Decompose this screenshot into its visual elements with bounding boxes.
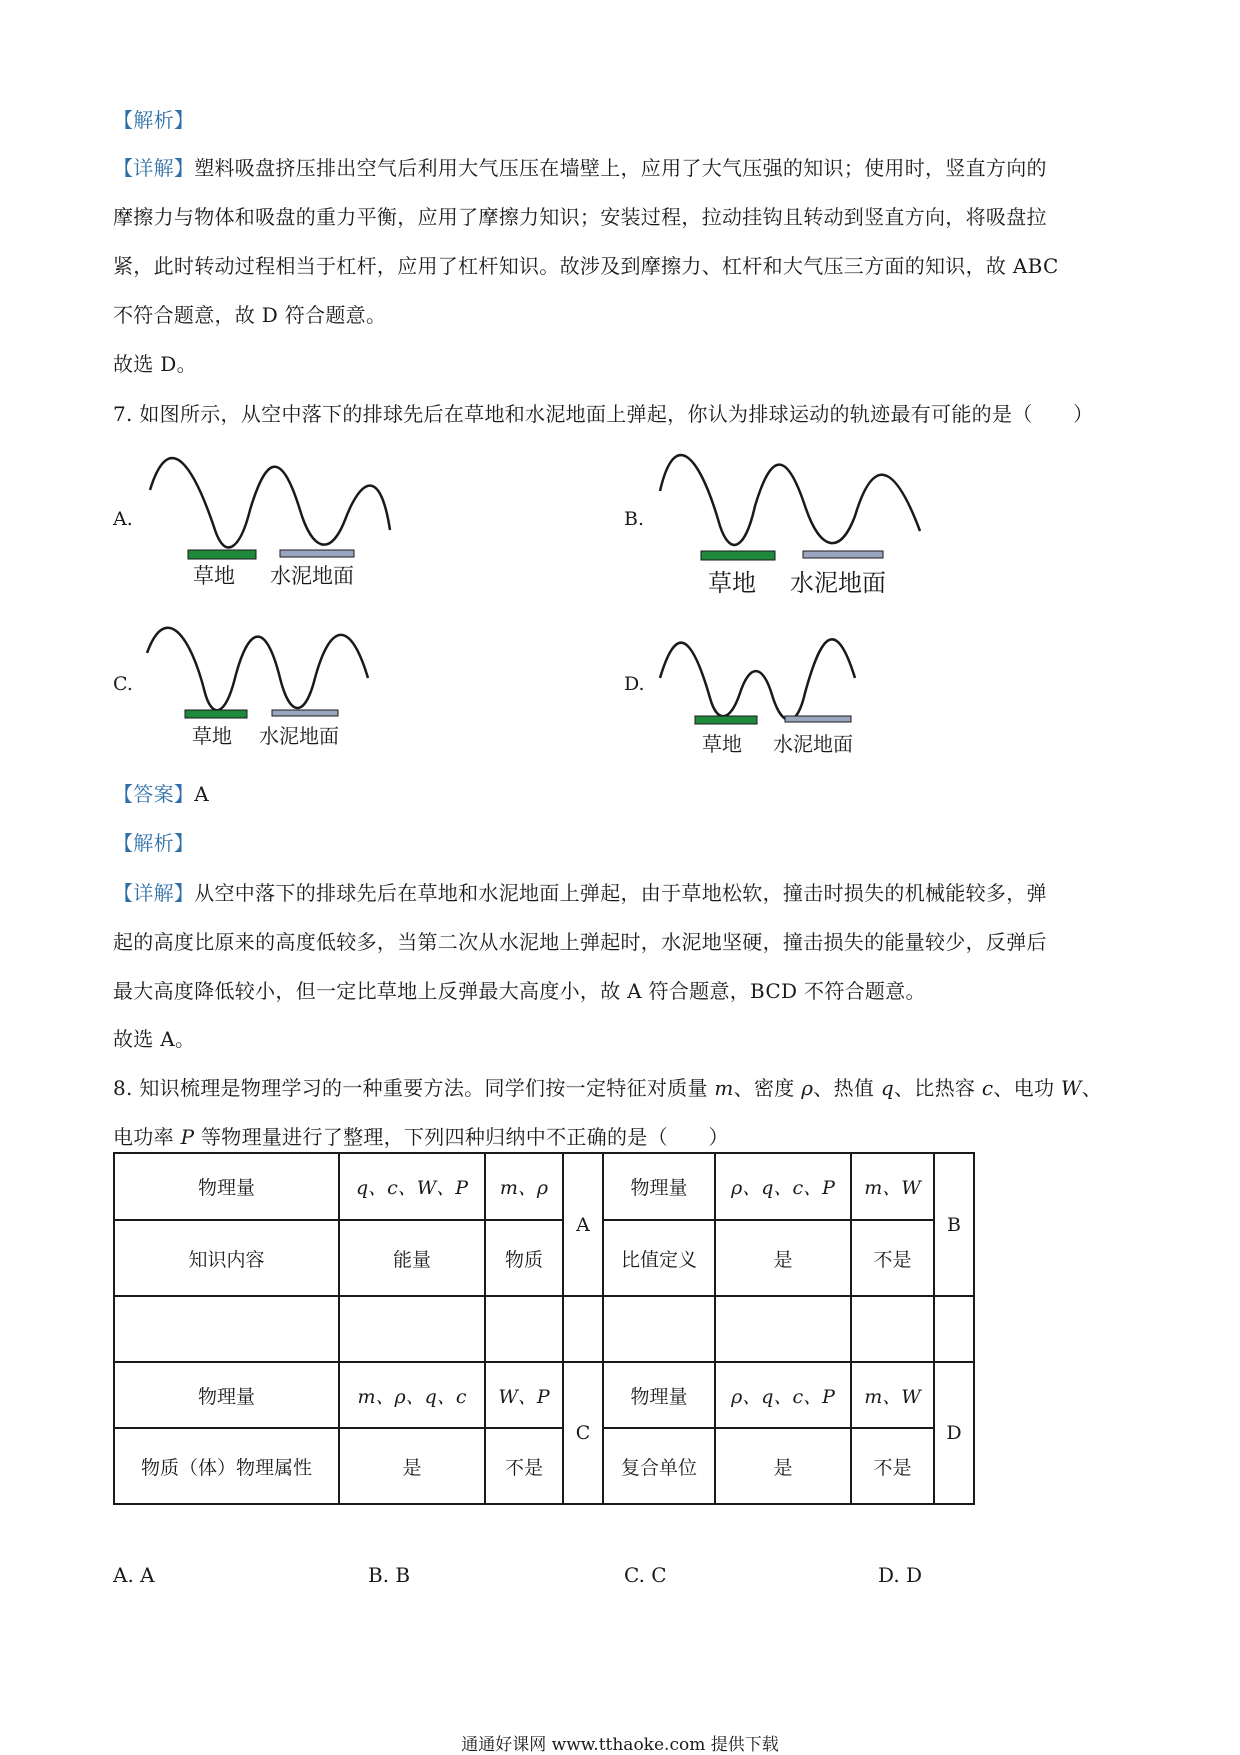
cement-label: 水泥地面 — [773, 732, 853, 756]
detail-line — [113, 155, 1047, 181]
detail-line: 摩擦力与物体和吸盘的重力平衡，应用了摩擦力知识；安装过程，拉动挂钩且转动到竖直方向，将吸盘拉 — [113, 205, 1047, 229]
q8-stem-line1: 8. 知识梳理是物理学习的一种重要方法。同学们按一定特征对质量 m、密度 ρ、热值 q、比热容 c、电功 W、 — [113, 1076, 1103, 1100]
table-cell: 不是 — [851, 1428, 934, 1504]
table-cell: 能量 — [339, 1220, 485, 1296]
table-cell: 是 — [715, 1428, 851, 1504]
table-cell: 物理量 — [114, 1362, 339, 1428]
cement-label: 水泥地面 — [790, 569, 886, 597]
table-cell: m、W — [851, 1153, 934, 1220]
grass-label: 草地 — [708, 569, 756, 597]
option-letter-c: C. — [113, 673, 133, 695]
detail-line: 起的高度比原来的高度低较多，当第二次从水泥地上弹起时，水泥地坚硬，撞击损失的能量较少，反弹后 — [113, 930, 1047, 954]
answer-value: A — [194, 782, 209, 806]
table-row — [114, 1428, 974, 1504]
table-letter: C — [563, 1362, 603, 1504]
table-row — [114, 1220, 974, 1296]
q7-stem: 7. 如图所示，从空中落下的排球先后在草地和水泥地面上弹起，你认为排球运动的轨迹最有可能的是（ ） — [113, 402, 1094, 426]
table-cell: ρ、q、c、P — [715, 1362, 851, 1428]
grass-label: 草地 — [193, 564, 235, 588]
grass-bar — [188, 550, 256, 559]
analysis-tag: 【解析】 — [113, 108, 195, 132]
grass-bar — [695, 716, 757, 724]
cement-bar — [785, 716, 851, 722]
cement-label: 水泥地面 — [270, 564, 354, 588]
cement-bar — [272, 710, 338, 716]
detail-text: 塑料吸盘挤压排出空气后利用大气压压在墙壁上，应用了大气压强的知识；使用时，竖直方向的 — [194, 156, 1047, 180]
q8-stem-line2: 电功率 P 等物理量进行了整理，下列四种归纳中不正确的是（ ） — [113, 1125, 729, 1149]
table-row — [114, 1153, 974, 1220]
table-cell: m、ρ — [485, 1153, 563, 1220]
table-cell: 物质（体）物理属性 — [114, 1428, 339, 1504]
trajectory-diagram-b — [655, 446, 935, 566]
cement-bar — [280, 550, 354, 557]
grass-label: 草地 — [192, 724, 232, 748]
detail-tag: 【详解】 — [113, 156, 195, 180]
table-cell: ρ、q、c、P — [715, 1153, 851, 1220]
table-cell: 复合单位 — [603, 1428, 715, 1504]
detail-line — [113, 880, 1047, 906]
trajectory-diagram-c — [140, 618, 380, 723]
table-cell: q、c、W、P — [339, 1153, 485, 1220]
table-letter: D — [934, 1362, 974, 1504]
trajectory-path — [660, 639, 855, 720]
choice-a: A. A — [113, 1563, 155, 1587]
detail-text: 从空中落下的排球先后在草地和水泥地面上弹起，由于草地松软，撞击时损失的机械能较多，弹 — [194, 881, 1047, 905]
grass-bar — [701, 551, 775, 560]
answer-tag: 【答案】 — [113, 782, 195, 806]
table-row — [114, 1362, 974, 1428]
option-letter-b: B. — [624, 508, 645, 530]
choice-b: B. B — [368, 1563, 411, 1587]
grass-label: 草地 — [702, 732, 742, 756]
table-cell: m、ρ、q、c — [339, 1362, 485, 1428]
table-cell: 知识内容 — [114, 1220, 339, 1296]
knowledge-table — [113, 1152, 975, 1505]
trajectory-diagram-d — [655, 618, 885, 728]
cement-label: 水泥地面 — [259, 724, 339, 748]
table-cell: m、W — [851, 1362, 934, 1428]
table-cell: W、P — [485, 1362, 563, 1428]
table-cell: 是 — [339, 1428, 485, 1504]
table-letter: A — [563, 1153, 603, 1296]
footer-source: 通通好课网 www.tthaoke.com 提供下载 — [461, 1735, 779, 1755]
option-letter-a: A. — [113, 508, 133, 530]
detail-line: 最大高度降低较小，但一定比草地上反弹最大高度小，故 A 符合题意，BCD 不符合题意。 — [113, 979, 926, 1003]
trajectory-path — [147, 628, 368, 710]
choose-line: 故选 A。 — [113, 1027, 196, 1051]
table-cell: 是 — [715, 1220, 851, 1296]
trajectory-path — [660, 455, 920, 545]
table-cell: 比值定义 — [603, 1220, 715, 1296]
choice-c: C. C — [624, 1563, 667, 1587]
table-cell: 不是 — [485, 1428, 563, 1504]
cement-bar — [803, 551, 883, 558]
detail-tag: 【详解】 — [113, 881, 195, 905]
table-cell: 物理量 — [603, 1362, 715, 1428]
trajectory-path — [150, 458, 390, 547]
table-row-empty — [114, 1296, 974, 1362]
table-cell: 不是 — [851, 1220, 934, 1296]
table-letter: B — [934, 1153, 974, 1296]
choice-d: D. D — [878, 1563, 923, 1587]
detail-line: 不符合题意，故 D 符合题意。 — [113, 303, 387, 327]
choose-line: 故选 D。 — [113, 352, 197, 376]
detail-line: 紧，此时转动过程相当于杠杆，应用了杠杆知识。故涉及到摩擦力、杠杆和大气压三方面的知识，故 ABC — [113, 254, 1059, 278]
trajectory-diagram-a — [140, 450, 410, 565]
analysis-tag: 【解析】 — [113, 831, 195, 855]
option-letter-d: D. — [624, 673, 645, 695]
table-cell: 物质 — [485, 1220, 563, 1296]
table-cell: 物理量 — [603, 1153, 715, 1220]
answer-line — [113, 781, 209, 807]
grass-bar — [185, 710, 247, 718]
table-cell: 物理量 — [114, 1153, 339, 1220]
